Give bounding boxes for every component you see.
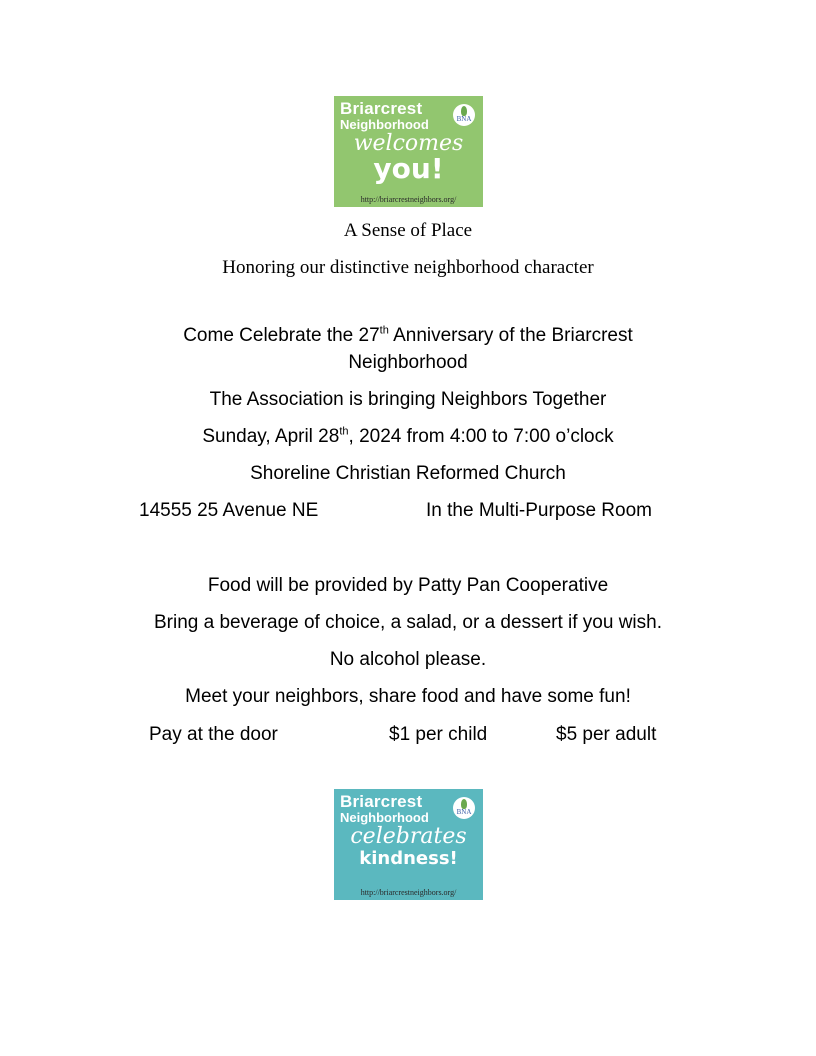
logo-line-welcomes: welcomes bbox=[353, 131, 464, 156]
welcome-logo bbox=[334, 96, 483, 207]
kindness-logo bbox=[334, 789, 483, 900]
logo-line-briarcrest: Briarcrest bbox=[340, 792, 423, 811]
bna-badge-icon: BNA bbox=[453, 797, 475, 819]
invite-line-1: Come Celebrate the 27th Anniversary of the Briarcrest bbox=[183, 324, 633, 346]
pay-label: Pay at the door bbox=[149, 724, 278, 745]
logo-line-neighborhood: Neighborhood bbox=[340, 117, 429, 132]
food-line: Food will be provided by Patty Pan Cooperative bbox=[207, 575, 609, 596]
event-date: Sunday, April 28th, 2024 from 4:00 to 7:00 o’clock bbox=[202, 425, 614, 447]
page-title: A Sense of Place bbox=[343, 220, 473, 241]
adult-price: $5 per adult bbox=[556, 724, 657, 745]
event-address: 14555 25 Avenue NE bbox=[139, 500, 319, 521]
event-room: In the Multi-Purpose Room bbox=[426, 500, 652, 521]
meet-line: Meet your neighbors, share food and have some fun! bbox=[185, 686, 631, 707]
invite-line-2: Neighborhood bbox=[348, 352, 468, 373]
logo-url: http://briarcrestneighbors.org/ bbox=[360, 195, 457, 204]
bna-badge-icon: BNA bbox=[453, 104, 475, 126]
logo-line-you: you! bbox=[373, 152, 444, 186]
page-subtitle: Honoring our distinctive neighborhood character bbox=[222, 257, 594, 278]
child-price: $1 per child bbox=[389, 724, 488, 745]
logo-line-kindness: kindness! bbox=[359, 848, 458, 870]
event-venue: Shoreline Christian Reformed Church bbox=[250, 463, 566, 484]
logo-line-celebrates: celebrates bbox=[350, 824, 467, 849]
logo-line-neighborhood: Neighborhood bbox=[340, 810, 429, 825]
alcohol-line: No alcohol please. bbox=[329, 649, 487, 670]
logo-line-briarcrest: Briarcrest bbox=[340, 99, 423, 118]
bring-line: Bring a beverage of choice, a salad, or a dessert if you wish. bbox=[154, 612, 662, 633]
association-line: The Association is bringing Neighbors Together bbox=[209, 389, 607, 410]
logo-url: http://briarcrestneighbors.org/ bbox=[360, 888, 457, 897]
